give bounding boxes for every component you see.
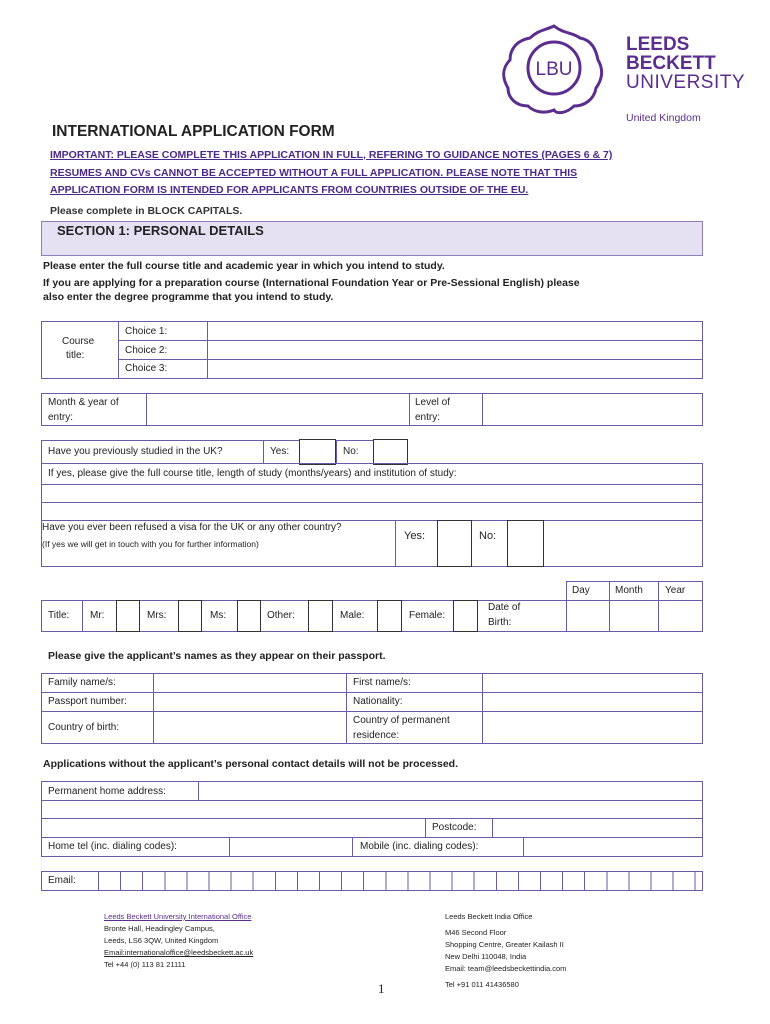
- rose-emblem-icon: [498, 20, 610, 116]
- india-office-line2: Shopping Centre, Greater Kailash II: [445, 940, 564, 949]
- dob-month-label: Month: [615, 585, 643, 596]
- family-name-label: Family name/s:: [48, 677, 116, 688]
- dob-month-field[interactable]: [609, 600, 659, 632]
- mobile-label: Mobile (inc. dialing codes):: [360, 841, 479, 852]
- uk-office-tel: Tel +44 (0) 113 81 21111: [104, 960, 186, 969]
- title-mr-checkbox[interactable]: [116, 600, 140, 632]
- nationality-label: Nationality:: [353, 696, 403, 707]
- level-label-line2: entry:: [415, 412, 441, 423]
- course-title-label-line1: Course: [62, 336, 95, 347]
- important-note-line1: IMPORTANT: PLEASE COMPLETE THIS APPLICATION IN FULL, REFERING TO GUIDANCE NOTES (PAGES 6 & 7): [50, 149, 613, 161]
- contact-heading: Applications without the applicant’s personal contact details will not be processed.: [43, 758, 459, 770]
- month-year-label-line1: Month & year of: [48, 397, 119, 408]
- choice2-field[interactable]: [207, 340, 703, 360]
- choice1-field[interactable]: [207, 321, 703, 341]
- uk-study-yes-checkbox[interactable]: [299, 439, 336, 465]
- dob-day-label: Day: [572, 585, 590, 596]
- form-title: INTERNATIONAL APPLICATION FORM: [52, 123, 335, 140]
- title-other-checkbox[interactable]: [308, 600, 333, 632]
- residence-field[interactable]: [482, 711, 703, 744]
- india-office-title: Leeds Beckett India Office: [445, 912, 533, 921]
- visa-yes-label: Yes:: [404, 530, 426, 542]
- email-field[interactable]: [98, 871, 703, 891]
- brand-name-line1: LEEDS: [626, 34, 690, 55]
- level-label-line1: Level of: [415, 397, 451, 408]
- divider: [82, 600, 83, 632]
- title-mr-label: Mr:: [90, 610, 105, 621]
- home-address-label: Permanent home address:: [48, 786, 166, 797]
- mobile-field[interactable]: [523, 837, 703, 857]
- visa-no-label: No:: [479, 530, 497, 542]
- india-office-line3: New Delhi 110048, India: [445, 952, 527, 961]
- residence-label-line1: Country of permanent: [353, 715, 450, 726]
- choice2-label: Choice 2:: [125, 345, 168, 356]
- home-tel-label: Home tel (inc. dialing codes):: [48, 841, 177, 852]
- nationality-field[interactable]: [482, 692, 703, 712]
- residence-label-line2: residence:: [353, 730, 400, 741]
- choice1-label: Choice 1:: [125, 326, 168, 337]
- choice3-label: Choice 3:: [125, 363, 168, 374]
- passport-number-label: Passport number:: [48, 696, 127, 707]
- gender-female-label: Female:: [409, 610, 446, 621]
- section1-intro-line1: Please enter the full course title and academic year in which you intend to study.: [43, 260, 445, 272]
- uk-study-question: Have you previously studied in the UK?: [48, 446, 223, 457]
- postcode-field[interactable]: [492, 818, 703, 838]
- brand-location: United Kingdom: [626, 112, 701, 124]
- brand-name-line3: UNIVERSITY: [626, 72, 746, 93]
- brand-name-line2: BECKETT: [626, 53, 716, 74]
- country-of-birth-label: Country of birth:: [48, 722, 120, 733]
- home-tel-field[interactable]: [229, 837, 353, 857]
- uk-study-details-label: If yes, please give the full course title, length of study (months/years) and institution of study:: [48, 468, 457, 479]
- gender-male-label: Male:: [340, 610, 365, 621]
- section1-intro-line3: also enter the degree programme that you intend to study.: [43, 291, 334, 303]
- names-heading: Please give the applicant’s names as they appear on their passport.: [48, 650, 386, 662]
- important-note-line3: APPLICATION FORM IS INTENDED FOR APPLICANTS FROM COUNTRIES OUTSIDE OF THE EU.: [50, 184, 529, 196]
- first-name-label: First name/s:: [353, 677, 411, 688]
- dob-day-field[interactable]: [566, 600, 610, 632]
- home-address-field-3[interactable]: [41, 818, 426, 838]
- university-logo: [498, 20, 610, 116]
- title-mrs-checkbox[interactable]: [178, 600, 202, 632]
- dob-label-line2: Birth:: [488, 617, 512, 628]
- uk-study-yes-label: Yes:: [270, 446, 290, 457]
- important-note-line2: RESUMES AND CVs CANNOT BE ACCEPTED WITHOUT A FULL APPLICATION. PLEASE NOTE THAT THIS: [50, 167, 578, 179]
- title-label: Title:: [48, 610, 70, 621]
- title-mrs-label: Mrs:: [147, 610, 167, 621]
- uk-office-line1: Bronte Hall, Headingley Campus,: [104, 924, 215, 933]
- gender-female-checkbox[interactable]: [453, 600, 478, 632]
- level-field[interactable]: [482, 393, 703, 426]
- title-ms-checkbox[interactable]: [237, 600, 261, 632]
- india-office-line1: M46 Second Floor: [445, 928, 507, 937]
- visa-no-checkbox[interactable]: [507, 520, 544, 567]
- uk-office-title: Leeds Beckett University International Office: [104, 912, 252, 921]
- gender-male-checkbox[interactable]: [377, 600, 402, 632]
- visa-yes-checkbox[interactable]: [437, 520, 472, 567]
- uk-study-details-field-1[interactable]: [41, 484, 703, 503]
- dob-year-field[interactable]: [658, 600, 703, 632]
- dob-label-line1: Date of: [488, 602, 521, 613]
- visa-note: (If yes we will get in touch with you for further information): [42, 539, 259, 549]
- section1-title: SECTION 1: PERSONAL DETAILS: [57, 223, 264, 238]
- postcode-label: Postcode:: [432, 822, 477, 833]
- home-address-field-2[interactable]: [41, 800, 703, 819]
- family-name-field[interactable]: [153, 673, 347, 693]
- month-year-label-line2: entry:: [48, 412, 74, 423]
- uk-study-no-label: No:: [343, 446, 359, 457]
- section1-intro-line2: If you are applying for a preparation course (International Foundation Year or Pre-Sessional English) please: [43, 277, 580, 289]
- uk-office-email[interactable]: Email:internationaloffice@leedsbeckett.ac.uk: [104, 948, 254, 957]
- course-title-label-line2: title:: [66, 350, 85, 361]
- page-number: 1: [378, 981, 385, 996]
- block-capitals-note: Please complete in BLOCK CAPITALS.: [50, 205, 243, 217]
- passport-number-field[interactable]: [153, 692, 347, 712]
- home-address-field-1[interactable]: [198, 781, 703, 801]
- svg-text:LBU: LBU: [535, 59, 573, 80]
- uk-office-line2: Leeds, LS6 3QW, United Kingdom: [104, 936, 219, 945]
- title-other-label: Other:: [267, 610, 295, 621]
- country-of-birth-field[interactable]: [153, 711, 347, 744]
- india-office-tel: Tel +91 011 41436580: [445, 980, 519, 989]
- uk-study-no-checkbox[interactable]: [373, 439, 408, 465]
- first-name-field[interactable]: [482, 673, 703, 693]
- month-year-field[interactable]: [146, 393, 410, 426]
- visa-question: Have you ever been refused a visa for the UK or any other country?: [42, 522, 342, 533]
- choice3-field[interactable]: [207, 359, 703, 379]
- title-ms-label: Ms:: [210, 610, 227, 621]
- india-office-email: Email: team@leedsbeckettindia.com: [445, 964, 567, 973]
- email-label: Email:: [48, 875, 76, 886]
- dob-year-label: Year: [665, 585, 686, 596]
- uk-study-details-field-2[interactable]: [41, 502, 703, 521]
